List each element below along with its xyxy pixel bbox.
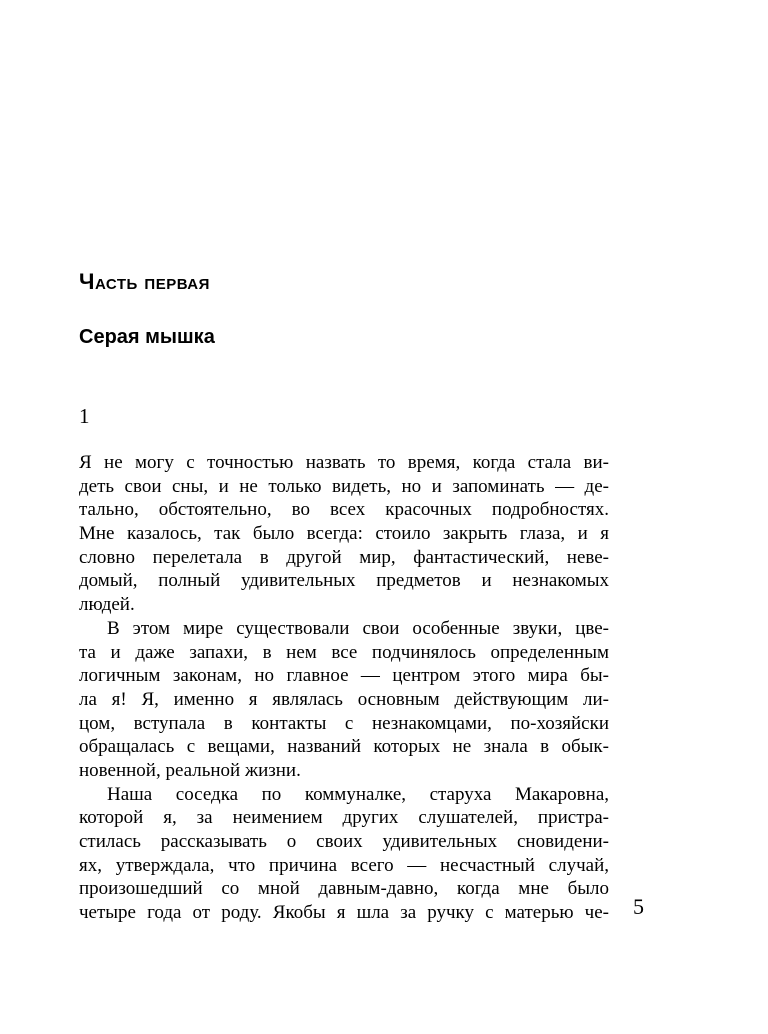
text-line: произошедший со мной давным-давно, когда мне было [79,878,609,900]
text-line: тально, обстоятельно, во всех красочных подробностях. [79,499,609,521]
text-line: четыре года от роду. Якобы я шла за ручку с матерью че- [79,902,609,924]
paragraph-2 [79,617,609,783]
text-line: Наша соседка по коммуналке, старуха Макаровна, [107,783,609,805]
text-line: деть свои сны, и не только видеть, но и запоминать — де- [79,475,609,497]
paragraph-1 [79,451,609,617]
text-line: которой я, за неимением других слушателей, пристра- [79,807,609,829]
text-line: новенной, реальной жизни. [79,759,301,781]
text-line: словно перелетала в другой мир, фантастический, неве- [79,546,609,568]
part-title: Часть первая [79,269,210,294]
page-number: 5 [633,894,644,919]
text-line: та и даже запахи, в нем все подчинялось определенным [79,641,609,663]
text-line: ях, утверждала, что причина всего — несчастный случай, [79,854,609,876]
text-line: цом, вступала в контакты с незнакомцами, по-хозяйски [79,712,609,734]
text-line: людей. [79,594,135,616]
section-number: 1 [79,404,90,428]
text-line: Мне казалось, так было всегда: стоило закрыть глаза, и я [79,523,609,545]
text-line: стилась рассказывать о своих удивительных сновидени- [79,831,609,852]
text-line: обращалась с вещами, названий которых не знала в обык- [79,736,609,758]
chapter-title: Серая мышка [79,326,215,348]
text-line: ла я! Я, именно я являлась основным действующим ли- [79,688,609,710]
paragraph-3 [79,783,609,925]
text-line: В этом мире существовали свои особенные звуки, цве- [107,617,609,639]
text-line: домый, полный удивительных предметов и незнакомых [79,570,609,592]
text-line: логичным законам, но главное — центром этого мира бы- [79,665,609,687]
text-line: Я не могу с точностью назвать то время, когда стала ви- [79,452,609,473]
body-text [79,451,609,925]
